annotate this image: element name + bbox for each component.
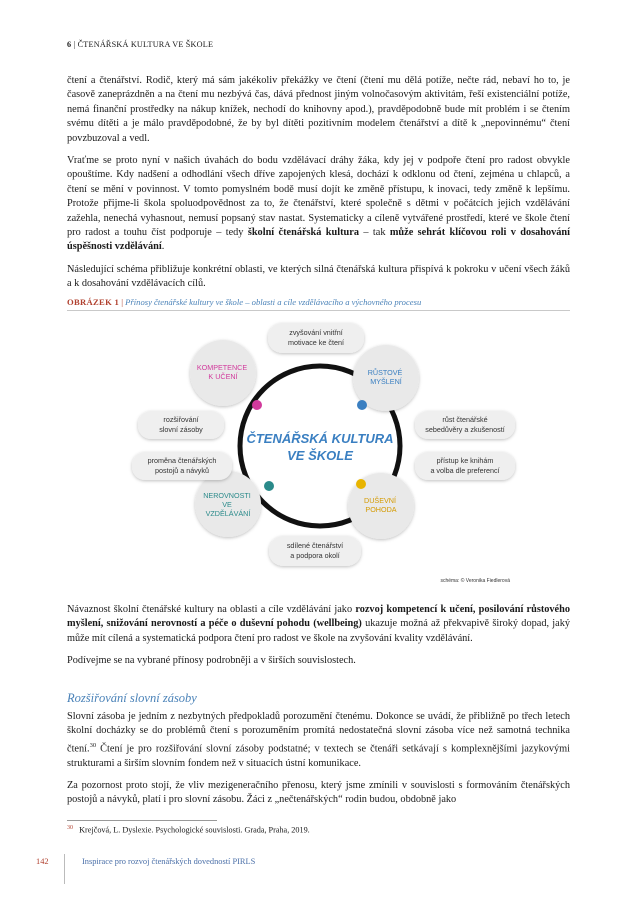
teal-dot	[264, 481, 274, 491]
paragraph-2-bold-2: může sehrát klíčovou roli v dosahování úspěšnosti vzdělávání	[67, 227, 571, 253]
box-shared-line-1: sdílené čtenářství	[286, 541, 344, 550]
blue-dot	[357, 400, 367, 410]
paragraph-6-text: Slovní zásoba je jedním z nezbytných předpokladů porozumění čtenému. Dokonce se uvádí, že přibližně po třech letech školní docházky se do problémů čtení s porozuměním promítá nedostatečná slovní zásoba více než samotná technika čtení.	[67, 711, 570, 755]
box-motivation-line-2: motivace ke čtení	[288, 338, 344, 347]
page-footer	[36, 857, 256, 866]
paragraph-2	[67, 154, 570, 255]
paragraph-2-text: Vraťme se proto nyní v našich úvahách do bodu vzdělávací dráhy žáka, kdy jej v podpoře čtení pro radost obvykle opouštíme. Kdy nadšení a odhodlání všech dříve zapojených klesá, dochází k odklonu od čtení, zejména u chlapců, a čtení se mění v povinnost. V tomto pomyslném bodě musí dojít ke změně přístupu, k inovaci, tedy změně k lepšímu. Protože přijme-li škola spoluodpovědnost za to, že čtenářství, které společně s dětmi v počátcích jejich vzdělávání zažehla, nenechá vyhasnout, nemusí popsaný stav nastat. Systematicky a cíleně vytvářené prostředí, které ve škole čtení pro radost a touhu číst podporuje – tedy	[67, 155, 570, 239]
paragraph-7: Za pozornost proto stojí, že vliv mezigeneračního přenosu, který jsme zmínili v souvislosti s formováním čtenářských postojů a návyků, platí i pro slovní zásobu. Žáci z „nečtenářských“ rodin budou, obdobně jako	[67, 780, 570, 806]
running-header	[67, 40, 213, 49]
paragraph-4	[67, 603, 570, 646]
figure-caption	[67, 297, 570, 307]
competence-label-line-1: KOMPETENCE	[196, 363, 248, 372]
paragraph-6-text-2: Čtení je pro rozšiřování slovní zásoby podstatné; v textech se čtenáři setkávají s komplexnějšími jazykovými strukturami a širším slovním fondem než v situacích ústní komunikace.	[67, 743, 570, 769]
box-vocabulary-text	[159, 415, 203, 434]
wellbeing-label	[364, 496, 398, 514]
growth-label-line-1: RŮSTOVÉ	[367, 368, 403, 377]
paragraph-4-bold: rozvoj kompetencí k učení, posilování růstového myšlení, snižování nerovností a péče o duševní pohodu (wellbeing)	[67, 604, 570, 630]
competence-label-line-2: K UČENÍ	[208, 372, 238, 381]
box-access-text	[430, 456, 499, 475]
box-confidence-line-1: růst čtenářské	[442, 415, 488, 424]
box-motivation-text	[288, 328, 344, 347]
box-vocabulary-line-2: slovní zásoby	[159, 425, 203, 434]
header-separator: |	[73, 40, 76, 49]
body-text-top	[67, 74, 570, 300]
yellow-dot	[356, 479, 366, 489]
paragraph-2-bold-1: školní čtenářská kultura	[247, 227, 359, 239]
growth-mindset-label	[368, 368, 405, 386]
figure-caption-text: Přínosy čtenářské kultury ve škole – oblasti a cíle vzdělávacího a výchovného procesu	[125, 297, 422, 307]
footer-title: Inspirace pro rozvoj čtenářských dovedností PIRLS	[82, 857, 256, 866]
wellbeing-label-line-1: DUŠEVNÍ	[364, 496, 396, 505]
box-shared-line-2: a podpora okolí	[290, 551, 340, 560]
box-attitudes-line-2: postojů a návyků	[155, 466, 209, 475]
footnote-ref: 30	[89, 741, 97, 749]
footnote-text: Krejčová, L. Dyslexie. Psychologické souvislosti. Grada, Praha, 2019.	[79, 825, 310, 835]
inequality-label-line-3: VZDĚLÁVÁNÍ	[205, 509, 251, 518]
box-vocabulary-line-1: rozšiřování	[163, 415, 199, 424]
footer-divider	[64, 854, 65, 884]
inequality-label-line-2: VE	[222, 500, 232, 509]
body-text-bottom	[67, 710, 570, 816]
figure-rule	[67, 310, 570, 311]
paragraph-2-text-2: – tak	[359, 227, 390, 239]
reading-culture-diagram	[147, 318, 580, 588]
box-confidence-line-2: sebedůvěry a zkušeností	[425, 425, 505, 434]
paragraph-2-end: .	[161, 241, 165, 253]
paragraph-4-text-2: ukazuje možná až překvapivě široký dopad, jaký může mít cílená a systematická podpora čtení pro radost ve škole na zvyšování kvality vzdělávání.	[67, 618, 571, 644]
paragraph-1: čtení a čtenářství. Rodič, který má sám jakékoliv překážky ve čtení (čtení mu dělá potíže, nečte rád, nebaví ho to, je časově zaneprázdněn a na čtení mu nezbývá čas, dává přednost jiným volnočasovým aktivitám, řeší existenciální potíže, nemá finanční prostředky na nákup knížek, nechodí do knihovny apod.), pravděpodobně bude mít problém i se čtením svému dítěti a je málo pravděpodobné, že by byl dítěti pozitivním modelem čtenářství a dítě k „nepovinnému“ čtení povzbuzoval a vedl.	[67, 75, 570, 144]
paragraph-5: Podívejme se na vybrané přínosy podrobněji a v širších souvislostech.	[67, 655, 356, 667]
footnote-rule	[67, 820, 217, 821]
wellbeing-label-line-2: POHODA	[365, 505, 397, 514]
pink-dot	[252, 400, 262, 410]
section-subheading: Rozšiřování slovní zásoby	[67, 691, 197, 705]
body-text-middle	[67, 603, 570, 677]
figure-caption-separator: |	[121, 297, 124, 307]
footnote-number: 30	[67, 825, 73, 831]
footer-page-number: 142	[36, 857, 49, 866]
inequality-label-line-1: NEROVNOSTI	[203, 491, 251, 500]
growth-label-line-2: MYŠLENÍ	[370, 377, 402, 386]
diagram-credit: schéma: © Veronika Fiedlerová	[440, 578, 510, 584]
box-attitudes-line-1: proměna čtenářských	[147, 456, 217, 465]
center-title-line-2: VE ŠKOLE	[287, 448, 353, 463]
paragraph-6	[67, 710, 570, 771]
header-page-number: 6	[67, 40, 72, 49]
center-title-line-1: ČTENÁŘSKÁ KULTURA	[246, 431, 394, 446]
box-access-line-1: přístup ke knihám	[436, 456, 494, 465]
paragraph-3: Následující schéma přibližuje konkrétní oblasti, ve kterých silná čtenářská kultura přispívá k pokroku v učení všech žáků a k dosahování vzdělávacích cílů.	[67, 263, 570, 290]
box-shared-reading-text	[287, 541, 343, 560]
footnote	[67, 825, 310, 835]
box-attitudes-text	[148, 456, 217, 475]
box-access-line-2: a volba dle preferencí	[430, 466, 500, 475]
header-title: ČTENÁŘSKÁ KULTURA VE ŠKOLE	[77, 40, 214, 49]
box-motivation-line-1: zvyšování vnitřní	[289, 328, 343, 337]
paragraph-4-text: Návaznost školní čtenářské kultury na oblasti a cíle vzdělávání jako	[67, 604, 356, 615]
figure-label: OBRÁZEK 1	[67, 297, 120, 307]
